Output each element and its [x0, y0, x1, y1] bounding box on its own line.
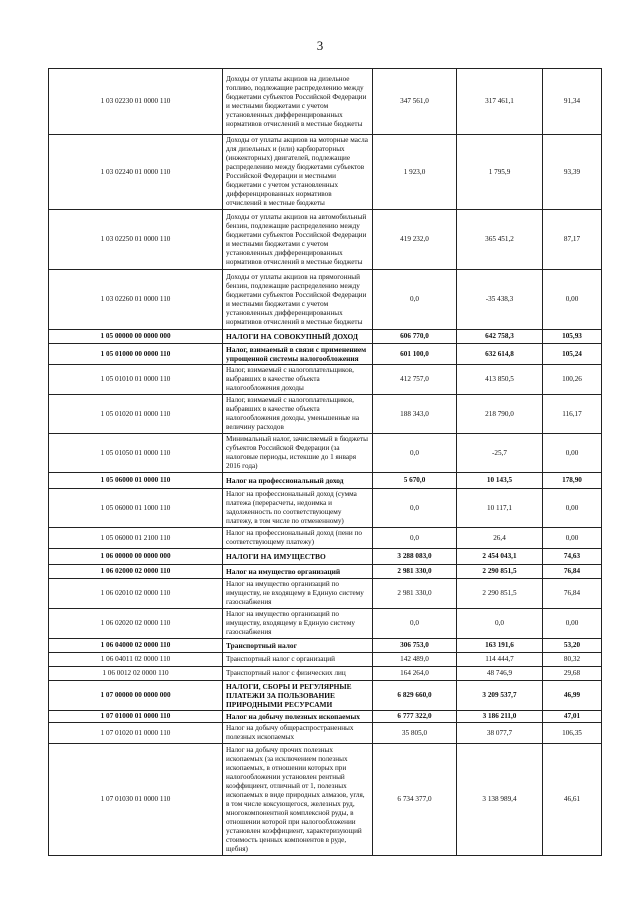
row-name: Налог, взимаемый в связи с применением упрощенной системы налогообложения	[223, 344, 373, 365]
row-code: 1 05 01010 01 0000 110	[49, 365, 223, 395]
row-plan-value: 0,0	[373, 609, 457, 639]
row-name: Налог, взимаемый с налогоплательщиков, выбравших в качестве объекта налогообложения доходы	[223, 365, 373, 395]
row-name: Налог на профессиональный доход (сумма платежа (перерасчеты, недоимка и задолженность по соответствующему платежу, в том числе по отмененному)	[223, 489, 373, 528]
row-code: 1 06 04011 02 0000 110	[49, 653, 223, 667]
row-fact-value: 642 758,3	[457, 330, 543, 344]
row-name: НАЛОГИ, СБОРЫ И РЕГУЛЯРНЫЕ ПЛАТЕЖИ ЗА ПОЛЬЗОВАНИЕ ПРИРОДНЫМИ РЕСУРСАМИ	[223, 681, 373, 711]
row-percent-value: 91,34	[543, 69, 602, 135]
row-code: 1 03 02240 01 0000 110	[49, 135, 223, 210]
row-fact-value: 1 795,9	[457, 135, 543, 210]
row-name: НАЛОГИ НА СОВОКУПНЫЙ ДОХОД	[223, 330, 373, 344]
row-code: 1 05 01020 01 0000 110	[49, 395, 223, 434]
table-row	[49, 681, 602, 711]
row-code: 1 06 0012 02 0000 110	[49, 667, 223, 681]
row-plan-value: 0,0	[373, 528, 457, 549]
row-code: 1 05 06000 01 2100 110	[49, 528, 223, 549]
table-body	[49, 69, 602, 856]
table-row	[49, 434, 602, 473]
row-plan-value: 0,0	[373, 270, 457, 330]
row-fact-value: 26,4	[457, 528, 543, 549]
table-row	[49, 549, 602, 565]
table-row	[49, 330, 602, 344]
table-row	[49, 723, 602, 744]
row-code: 1 03 02260 01 0000 110	[49, 270, 223, 330]
row-fact-value: 38 077,7	[457, 723, 543, 744]
row-percent-value: 87,17	[543, 210, 602, 270]
row-percent-value: 46,99	[543, 681, 602, 711]
row-name: Транспортный налог с организаций	[223, 653, 373, 667]
row-plan-value: 0,0	[373, 489, 457, 528]
row-name: Налог на имущество организаций по имуществу, не входящему в Единую систему газоснабжения	[223, 579, 373, 609]
row-code: 1 05 01050 01 0000 110	[49, 434, 223, 473]
row-percent-value: 29,68	[543, 667, 602, 681]
row-code: 1 06 00000 00 0000 000	[49, 549, 223, 565]
row-code: 1 06 02010 02 0000 110	[49, 579, 223, 609]
row-percent-value: 46,61	[543, 744, 602, 856]
row-fact-value: 48 746,9	[457, 667, 543, 681]
table-row	[49, 711, 602, 723]
table-row	[49, 210, 602, 270]
row-fact-value: 2 454 043,1	[457, 549, 543, 565]
row-name: Доходы от уплаты акцизов на моторные масла для дизельных и (или) карбюраторных (инжекторных) двигателей, подлежащие распределению между бюджетами субъектов Российской Федерации и местными бюджетами с учетом установленных дифференцированных нормативов отчислений в местные бюджеты	[223, 135, 373, 210]
row-percent-value: 0,00	[543, 270, 602, 330]
row-fact-value: 10 117,1	[457, 489, 543, 528]
row-code: 1 07 00000 00 0000 000	[49, 681, 223, 711]
row-fact-value: 163 191,6	[457, 639, 543, 653]
row-name: Транспортный налог	[223, 639, 373, 653]
row-plan-value: 35 805,0	[373, 723, 457, 744]
row-percent-value: 74,63	[543, 549, 602, 565]
row-code: 1 06 04000 02 0000 110	[49, 639, 223, 653]
row-percent-value: 178,90	[543, 473, 602, 489]
row-name: Налог на имущество организаций	[223, 565, 373, 579]
row-percent-value: 106,35	[543, 723, 602, 744]
row-plan-value: 6 777 322,0	[373, 711, 457, 723]
row-code: 1 05 06000 01 1000 110	[49, 489, 223, 528]
row-name: Доходы от уплаты акцизов на автомобильный бензин, подлежащие распределению между бюджетами субъектов Российской Федерации и местными бюджетами с учетом установленных дифференцированных нормативов отчислений в местные бюджеты	[223, 210, 373, 270]
row-name: Транспортный налог с физических лиц	[223, 667, 373, 681]
row-percent-value: 0,00	[543, 609, 602, 639]
page-number: 3	[316, 38, 324, 53]
row-percent-value: 53,20	[543, 639, 602, 653]
row-fact-value: -35 438,3	[457, 270, 543, 330]
table-row	[49, 609, 602, 639]
row-fact-value: 365 451,2	[457, 210, 543, 270]
table-row	[49, 344, 602, 365]
row-name: Налог на профессиональный доход (пени по соответствующему платежу)	[223, 528, 373, 549]
row-plan-value: 606 770,0	[373, 330, 457, 344]
row-percent-value: 47,01	[543, 711, 602, 723]
row-percent-value: 100,26	[543, 365, 602, 395]
row-name: Налог на добычу полезных ископаемых	[223, 711, 373, 723]
row-name: НАЛОГИ НА ИМУЩЕСТВО	[223, 549, 373, 565]
row-fact-value: 10 143,5	[457, 473, 543, 489]
row-plan-value: 1 923,0	[373, 135, 457, 210]
row-code: 1 07 01000 01 0000 110	[49, 711, 223, 723]
row-fact-value: 2 290 851,5	[457, 565, 543, 579]
row-percent-value: 0,00	[543, 528, 602, 549]
row-percent-value: 93,39	[543, 135, 602, 210]
row-plan-value: 188 343,0	[373, 395, 457, 434]
row-fact-value: 2 290 851,5	[457, 579, 543, 609]
row-name: Налог, взимаемый с налогоплательщиков, выбравших в качестве объекта налогообложения доходы, уменьшенные на величину расходов	[223, 395, 373, 434]
row-plan-value: 412 757,0	[373, 365, 457, 395]
table-row	[49, 579, 602, 609]
row-fact-value: 317 461,1	[457, 69, 543, 135]
table-row	[49, 639, 602, 653]
table-row	[49, 135, 602, 210]
row-percent-value: 116,17	[543, 395, 602, 434]
row-code: 1 06 02020 02 0000 110	[49, 609, 223, 639]
row-plan-value: 5 670,0	[373, 473, 457, 489]
row-plan-value: 306 753,0	[373, 639, 457, 653]
row-plan-value: 2 981 330,0	[373, 579, 457, 609]
row-name: Налог на добычу прочих полезных ископаемых (за исключением полезных ископаемых, в отношении которых при налогообложении установлен рентный коэффициент, отличный от 1, полезных ископаемых в виде природных алмазов, угля, в том числе коксующегося, железных руд, многокомпонентной комплексной руды, в отношении которой при налогообложении установлен коэффициент, характеризующий стоимость ценных компонентов в руде, щебня)	[223, 744, 373, 856]
row-percent-value: 76,84	[543, 565, 602, 579]
row-percent-value: 0,00	[543, 434, 602, 473]
row-plan-value: 3 288 083,0	[373, 549, 457, 565]
row-fact-value: 114 444,7	[457, 653, 543, 667]
table-row	[49, 69, 602, 135]
row-plan-value: 2 981 330,0	[373, 565, 457, 579]
table-row	[49, 528, 602, 549]
row-plan-value: 419 232,0	[373, 210, 457, 270]
row-code: 1 05 06000 01 0000 110	[49, 473, 223, 489]
row-name: Доходы от уплаты акцизов на дизельное топливо, подлежащие распределению между бюджетами субъектов Российской Федерации и местными бюджетами с учетом установленных дифференцированных нормативов отчислений в местные бюджеты	[223, 69, 373, 135]
row-plan-value: 164 264,0	[373, 667, 457, 681]
row-name: Минимальный налог, зачисляемый в бюджеты субъектов Российской Федерации (за налоговые периоды, истекшие до 1 января 2016 года)	[223, 434, 373, 473]
row-name: Доходы от уплаты акцизов на прямогонный бензин, подлежащие распределению между бюджетами субъектов Российской Федерации и местными бюджетами с учетом установленных дифференцированных нормативов отчислений в местные бюджеты	[223, 270, 373, 330]
row-name: Налог на добычу общераспространенных полезных ископаемых	[223, 723, 373, 744]
table-row	[49, 395, 602, 434]
row-plan-value: 0,0	[373, 434, 457, 473]
table-row	[49, 489, 602, 528]
row-code: 1 03 02250 01 0000 110	[49, 210, 223, 270]
table-row	[49, 653, 602, 667]
row-code: 1 07 01020 01 0000 110	[49, 723, 223, 744]
row-fact-value: 413 850,5	[457, 365, 543, 395]
row-fact-value: 218 790,0	[457, 395, 543, 434]
row-fact-value: 632 614,8	[457, 344, 543, 365]
row-percent-value: 105,93	[543, 330, 602, 344]
row-plan-value: 347 561,0	[373, 69, 457, 135]
row-plan-value: 601 100,0	[373, 344, 457, 365]
row-fact-value: 3 138 989,4	[457, 744, 543, 856]
table-row	[49, 365, 602, 395]
row-fact-value: 0,0	[457, 609, 543, 639]
row-fact-value: -25,7	[457, 434, 543, 473]
table-row	[49, 473, 602, 489]
table-row	[49, 565, 602, 579]
row-percent-value: 80,32	[543, 653, 602, 667]
budget-revenue-table	[48, 68, 602, 856]
row-percent-value: 0,00	[543, 489, 602, 528]
row-code: 1 03 02230 01 0000 110	[49, 69, 223, 135]
row-percent-value: 76,84	[543, 579, 602, 609]
row-fact-value: 3 209 537,7	[457, 681, 543, 711]
row-code: 1 05 01000 00 0000 110	[49, 344, 223, 365]
table-row	[49, 744, 602, 856]
table-row	[49, 270, 602, 330]
row-name: Налог на профессиональный доход	[223, 473, 373, 489]
row-code: 1 07 01030 01 0000 110	[49, 744, 223, 856]
row-percent-value: 105,24	[543, 344, 602, 365]
row-plan-value: 6 734 377,0	[373, 744, 457, 856]
row-fact-value: 3 186 211,0	[457, 711, 543, 723]
table-row	[49, 667, 602, 681]
row-plan-value: 142 489,0	[373, 653, 457, 667]
row-code: 1 05 00000 00 0000 000	[49, 330, 223, 344]
row-plan-value: 6 829 660,0	[373, 681, 457, 711]
row-code: 1 06 02000 02 0000 110	[49, 565, 223, 579]
row-name: Налог на имущество организаций по имуществу, входящему в Единую систему газоснабжения	[223, 609, 373, 639]
